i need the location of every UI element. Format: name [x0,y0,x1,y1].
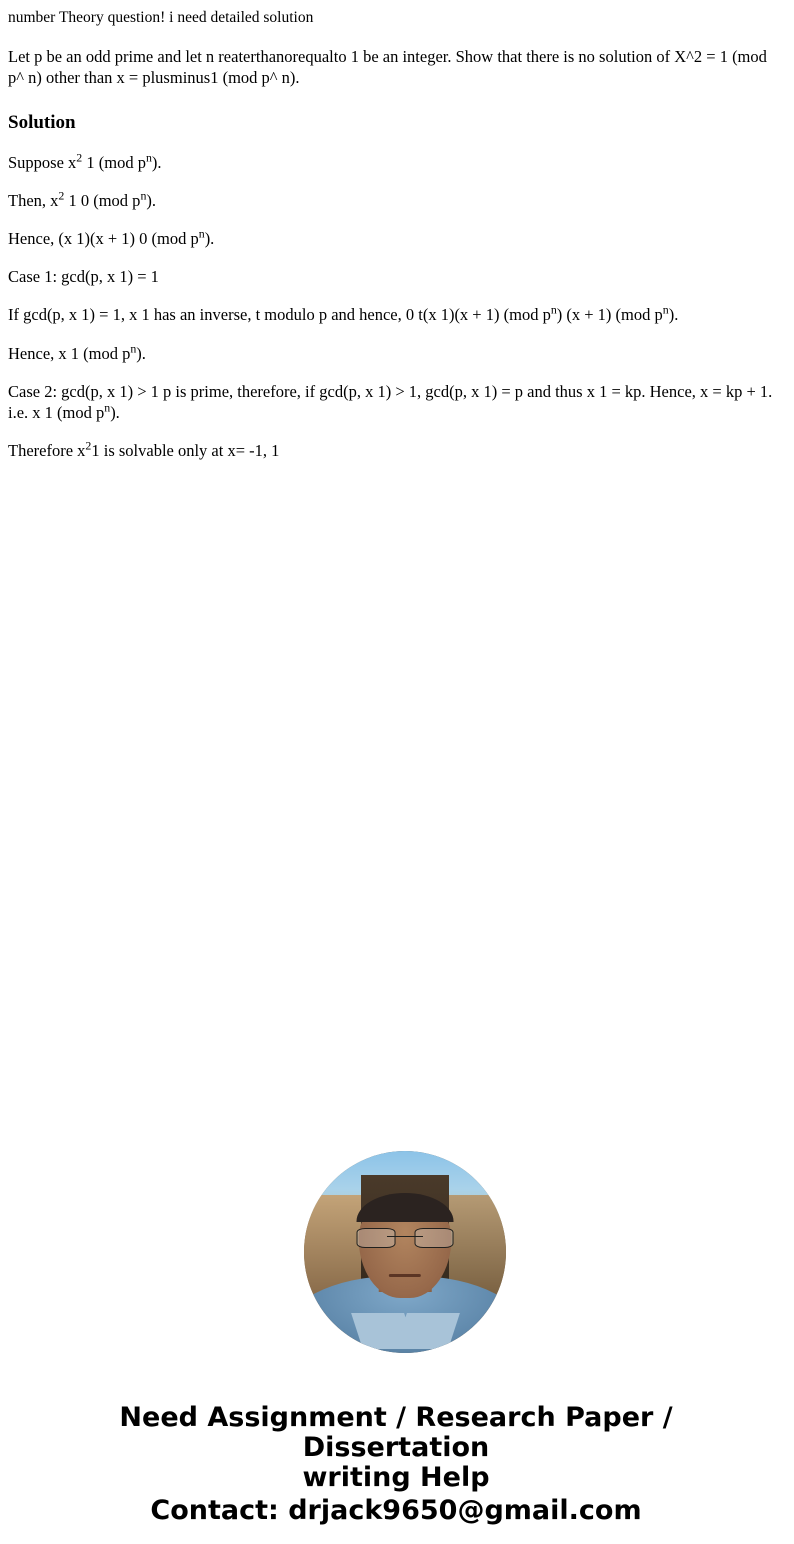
exponent: n [104,400,111,415]
step-text-post: ). [204,229,215,249]
solution-step [8,152,784,173]
step-text-pre: Hence, (x 1)(x + 1) 0 (mod p [8,229,199,249]
exponent: 2 [85,438,92,453]
exponent-2: n [145,150,152,165]
exponent-2: n [662,302,669,317]
blank-space [8,461,784,1151]
footer-contact: Contact: drjack9650@gmail.com [150,1494,642,1526]
step-text-pre: Therefore x [8,440,86,460]
glasses-bridge [387,1236,423,1238]
step-text-pre: Then, x [8,191,59,211]
conclusion-step [8,440,784,461]
step-text-post-2: ). [146,191,156,211]
question-title: number Theory question! i need detailed solution [8,9,314,26]
glasses-lens-left [357,1228,396,1248]
photo-tie [391,1313,419,1353]
solution-heading: Solution [8,111,76,133]
step-text-post: ). [136,343,146,363]
avatar-container [8,1151,794,1353]
avatar [304,1151,506,1353]
step-text-pre: Suppose x [8,153,77,173]
case-2-step [8,381,784,423]
footer-line-2: writing Help [302,1462,490,1494]
step-text-post-2: ). [151,153,162,173]
step-text-post: 1 0 (mod p [64,191,141,211]
exponent: n [130,341,137,356]
step-text-post: 1 (mod p [82,153,146,173]
exponent-2: n [140,188,147,203]
step-text-post-2: ). [668,305,679,325]
exponent: n [198,226,205,241]
problem-statement: Let p be an odd prime and let n reaterthanorequalto 1 be an integer. Show that there is no solution of X^2 = 1 (mod p^ n) other than x = plusminus1 (mod p^ n). [8,46,767,88]
solution-step [8,304,784,325]
exponent: 2 [76,150,83,165]
footer-line-1: Need Assignment / Research Paper / Dissertation [119,1402,673,1464]
case-1-label: Case 1: gcd(p, x 1) = 1 [8,267,159,287]
glasses-lens-right [415,1228,454,1248]
step-text-pre: Hence, x 1 (mod p [8,343,131,363]
step-text-pre: If gcd(p, x 1) = 1, x 1 has an inverse, t modulo p and hence, 0 t(x 1)(x + 1) (mod p [8,305,551,325]
exponent: n [550,302,557,317]
solution-step [8,190,784,211]
solution-step [8,228,784,249]
exponent: 2 [58,188,65,203]
step-text-post: ) (x + 1) (mod p [556,305,663,325]
photo-mouth [389,1274,421,1277]
step-text-pre: Case 2: gcd(p, x 1) > 1 p is prime, therefore, if gcd(p, x 1) > 1, gcd(p, x 1) = p and thus x 1 = kp. Hence, x = kp + 1. i.e. x 1 (mod p [8,381,773,422]
glasses-icon [357,1228,454,1248]
solution-step [8,343,784,364]
step-text-post: 1 is solvable only at x= -1, 1 [91,440,280,460]
step-text-post: ). [110,402,120,422]
